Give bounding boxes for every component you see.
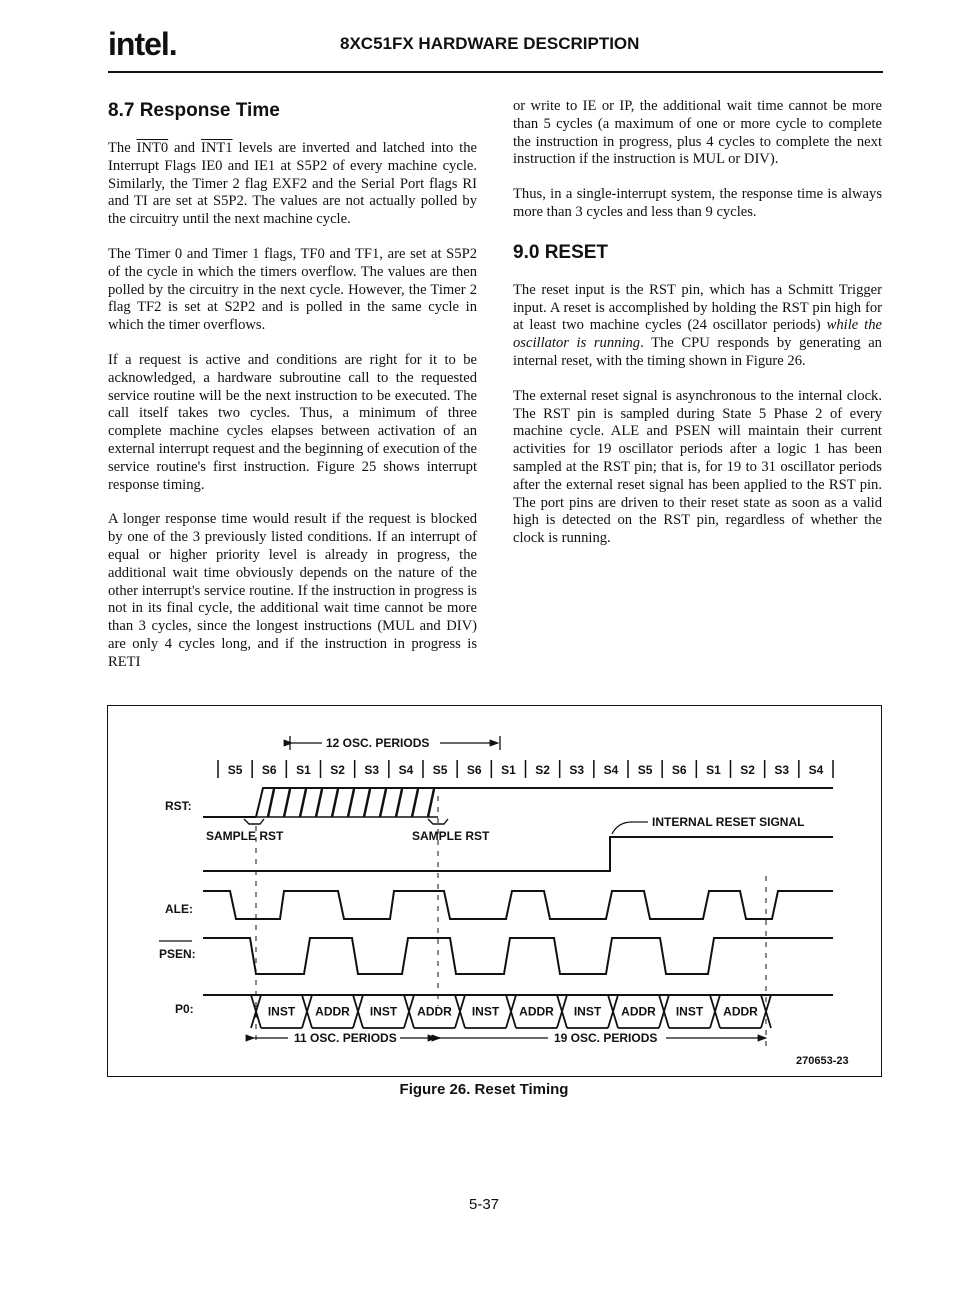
- bus-transition: [710, 995, 720, 1028]
- bus-transition: [302, 995, 312, 1028]
- right-column: [513, 98, 882, 565]
- state-row: [218, 760, 833, 778]
- bus-transition: [455, 995, 465, 1028]
- paragraph: A longer response time would result if the request is blocked by one of the 3 previously listed conditions. If an interrupt of equal or higher priority level is already in progress, the additional wait time obviously depends on the nature of the other interrupt's service routine. If the instruction in progress is not in its final cycle, the additional wait time cannot be more than 3 cycles, since the longest instructions (MUL and DIV) are only 4 cycles long, and if the instruction in progress is RETI: [108, 511, 477, 670]
- left-column: [108, 98, 477, 689]
- page-header-title: 8XC51FX HARDWARE DESCRIPTION: [340, 34, 640, 53]
- p0-label: P0:: [175, 1002, 194, 1016]
- bus-value: INST: [573, 1004, 602, 1019]
- state-label: S6: [261, 763, 277, 777]
- bus-value: ADDR: [519, 1004, 554, 1019]
- paragraph: The reset input is the RST pin, which has a Schmitt Trigger input. A reset is accomplished by holding the RST pin high for at least two machine cycles (24 oscillator periods) while the oscillator is running. The CPU responds by generating an internal reset, with the timing shown in Figure 26.: [513, 281, 882, 369]
- p0-bus: [251, 995, 771, 1028]
- state-label: S3: [364, 763, 380, 777]
- state-label: S2: [740, 763, 755, 777]
- state-label: S4: [398, 763, 414, 777]
- bus-transition: [251, 995, 261, 1028]
- bus-transition: [557, 995, 567, 1028]
- state-label: S5: [227, 763, 243, 777]
- state-label: S2: [330, 763, 345, 777]
- state-label: S6: [671, 763, 687, 777]
- osc19-label: 19 OSC. PERIODS: [554, 1031, 658, 1045]
- bus-transition: [506, 995, 516, 1028]
- bus-transition: [353, 995, 363, 1028]
- section-heading-response-time: 8.7 Response Time: [108, 100, 280, 121]
- bus-value: INST: [675, 1004, 704, 1019]
- osc11-label: 11 OSC. PERIODS: [294, 1031, 397, 1045]
- bus-transition: [659, 995, 669, 1028]
- internal-reset-label: INTERNAL RESET SIGNAL: [652, 815, 805, 829]
- sample-rst-label: SAMPLE RST: [412, 829, 490, 843]
- bus-value: INST: [471, 1004, 500, 1019]
- intel-logo: intel.: [108, 26, 177, 62]
- bus-value: ADDR: [315, 1004, 350, 1019]
- osc12-label: 12 OSC. PERIODS: [326, 736, 430, 750]
- state-label: S3: [569, 763, 585, 777]
- state-label: S4: [808, 763, 824, 777]
- figure-code: 270653-23: [796, 1055, 849, 1067]
- rst-label: RST:: [165, 799, 192, 813]
- bus-transition: [404, 995, 414, 1028]
- state-label: S1: [296, 763, 311, 777]
- bus-value: ADDR: [621, 1004, 656, 1019]
- bus-value: ADDR: [417, 1004, 452, 1019]
- sample-rst-label: SAMPLE RST: [206, 829, 284, 843]
- psen-label: PSEN:: [159, 947, 196, 961]
- paragraph: The INT0 and INT1 levels are inverted and latched into the Interrupt Flags IE0 and IE1 at S5P2 of every machine cycle. Similarly, the Timer 2 flag EXF2 and the Serial Port flags RI and TI are set at S5P2. The values are not actually polled by the circuitry until the next machine cycle.: [108, 140, 477, 228]
- state-label: S4: [603, 763, 619, 777]
- bus-value: ADDR: [723, 1004, 758, 1019]
- state-label: S6: [466, 763, 482, 777]
- header-rule: [108, 71, 883, 73]
- paragraph: The external reset signal is asynchronous to the internal clock. The RST pin is sampled during State 5 Phase 2 of every machine cycle. ALE and PSEN will maintain their current activities for 19 oscillator periods after a logic 1 has been sampled at the RST pin; that is, for 19 to 31 oscillator periods after the external reset signal has been applied to the RST pin. The port pins are driven to their reset state as soon as a valid high is detected on the RST pin, regardless of whether the clock is running.: [513, 387, 882, 547]
- bus-value: INST: [267, 1004, 296, 1019]
- ale-label: ALE:: [165, 902, 193, 916]
- figure-caption: Figure 26. Reset Timing: [399, 1081, 569, 1098]
- reset-timing-figure: [107, 705, 882, 1077]
- section-heading-reset: 9.0 RESET: [513, 241, 609, 263]
- paragraph: or write to IE or IP, the additional wait time cannot be more than 5 cycles (a maximum of one or more cycle to complete the instruction in progress, plus 4 cycles to complete the next instruction if the instruction is MUL or DIV).: [513, 98, 882, 168]
- rst-hatch: [268, 789, 434, 817]
- state-label: S2: [535, 763, 550, 777]
- page-number: 5-37: [468, 1196, 500, 1213]
- paragraph: Thus, in a single-interrupt system, the response time is always more than 3 cycles and less than 9 cycles.: [513, 186, 882, 220]
- state-label: S1: [501, 763, 516, 777]
- state-label: S5: [432, 763, 448, 777]
- state-label: S3: [774, 763, 790, 777]
- bus-transition: [608, 995, 618, 1028]
- state-label: S1: [706, 763, 721, 777]
- state-label: S5: [637, 763, 653, 777]
- paragraph: The Timer 0 and Timer 1 flags, TF0 and TF1, are set at S5P2 of the cycle in which the timers overflow. The values are then polled by the circuitry in the next cycle. However, the Timer 2 flag TF2 is set at S2P2 and is polled in the same cycle in which the timer overflows.: [108, 245, 477, 334]
- bus-value: INST: [369, 1004, 398, 1019]
- paragraph: If a request is active and conditions are right for it to be acknowledged, a hardware subroutine call to the requested service routine will be the next instruction to be executed. The call itself takes two cycles. Thus, a minimum of three complete machine cycles elapses between activation of an external interrupt request and the beginning of execution of the service routine's first instruction. Figure 25 shows interrupt response timing.: [108, 351, 477, 493]
- timing-diagram: [108, 706, 883, 1078]
